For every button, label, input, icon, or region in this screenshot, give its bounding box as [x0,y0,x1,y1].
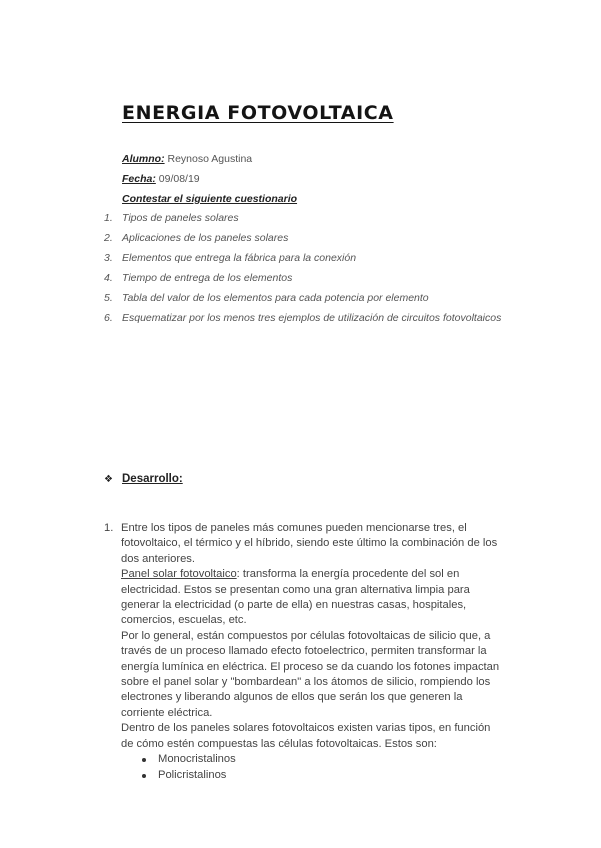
desarrollo-heading [104,473,183,485]
fecha-value: 09/08/19 [155,173,200,185]
question-item: 3. Elementos que entrega la fábrica para la conexión [104,252,357,264]
question-item: 1. Tipos de paneles solares [104,212,239,224]
cuestionario-heading: Contestar el siguiente cuestionario [122,193,298,205]
question-item: 4. Tiempo de entrega de los elementos [104,272,293,284]
diamond-bullet-icon: ❖ [104,474,113,485]
answer-intro: Entre los tipos de paneles más comunes pueden mencionarse tres, el fotovoltaico, el térmico y el híbrido, siendo este último la combinación de los dos anteriores. [121,522,498,565]
answer-body [121,521,504,783]
fecha-line [122,173,200,185]
desarrollo-label: Desarrollo: [122,473,183,485]
alumno-label: Alumno: [122,153,165,165]
answer-paragraph-2: Por lo general, están compuestos por células fotovoltaicas de silicio que, a través de un proceso llamado efecto fotoelectrico, permiten transformar la energía lumínica en eléctrica. El proceso se da cuando los fotones impactan sobre el panel solar y "bombardean" a los átomos de silicio, rompiendo los electrones y liberando algunos de ellos que serán los que generen la corriente eléctrica. [121,629,500,719]
answer-paragraph-3: Dentro de los paneles solares fotovoltaicos existen varias tipos, en función de cómo estén compuestas las células fotovoltaicas. Estos son: [121,722,491,750]
alumno-value: Reynoso Agustina [164,153,253,165]
question-item: 5. Tabla del valor de los elementos para cada potencia por elemento [104,292,429,304]
alumno-line [122,153,252,165]
document-title: ENERGIA FOTOVOLTAICA [122,102,394,124]
panel-label: Panel solar fotovoltaico [121,568,237,581]
list-item: Monocristalinos [141,752,504,767]
panel-types-list [121,752,504,783]
answer-1 [104,521,504,783]
list-item: Policristalinos [141,768,504,783]
panel-text: : transforma la energía procedente del sol en electricidad. Estos se presentan como una gran alternativa limpia para generar la electricidad (o parte de ella) en nuestras casas, hospitales, comercios, escuelas, etc. [121,568,470,627]
question-item: 2. Aplicaciones de los paneles solares [104,232,289,244]
fecha-label: Fecha: [122,173,156,185]
question-item: 6. Esquematizar por los menos tres ejemplos de utilización de circuitos fotovoltaicos [104,312,502,324]
answer-number: 1. [104,522,114,534]
panel-paragraph [121,567,504,629]
